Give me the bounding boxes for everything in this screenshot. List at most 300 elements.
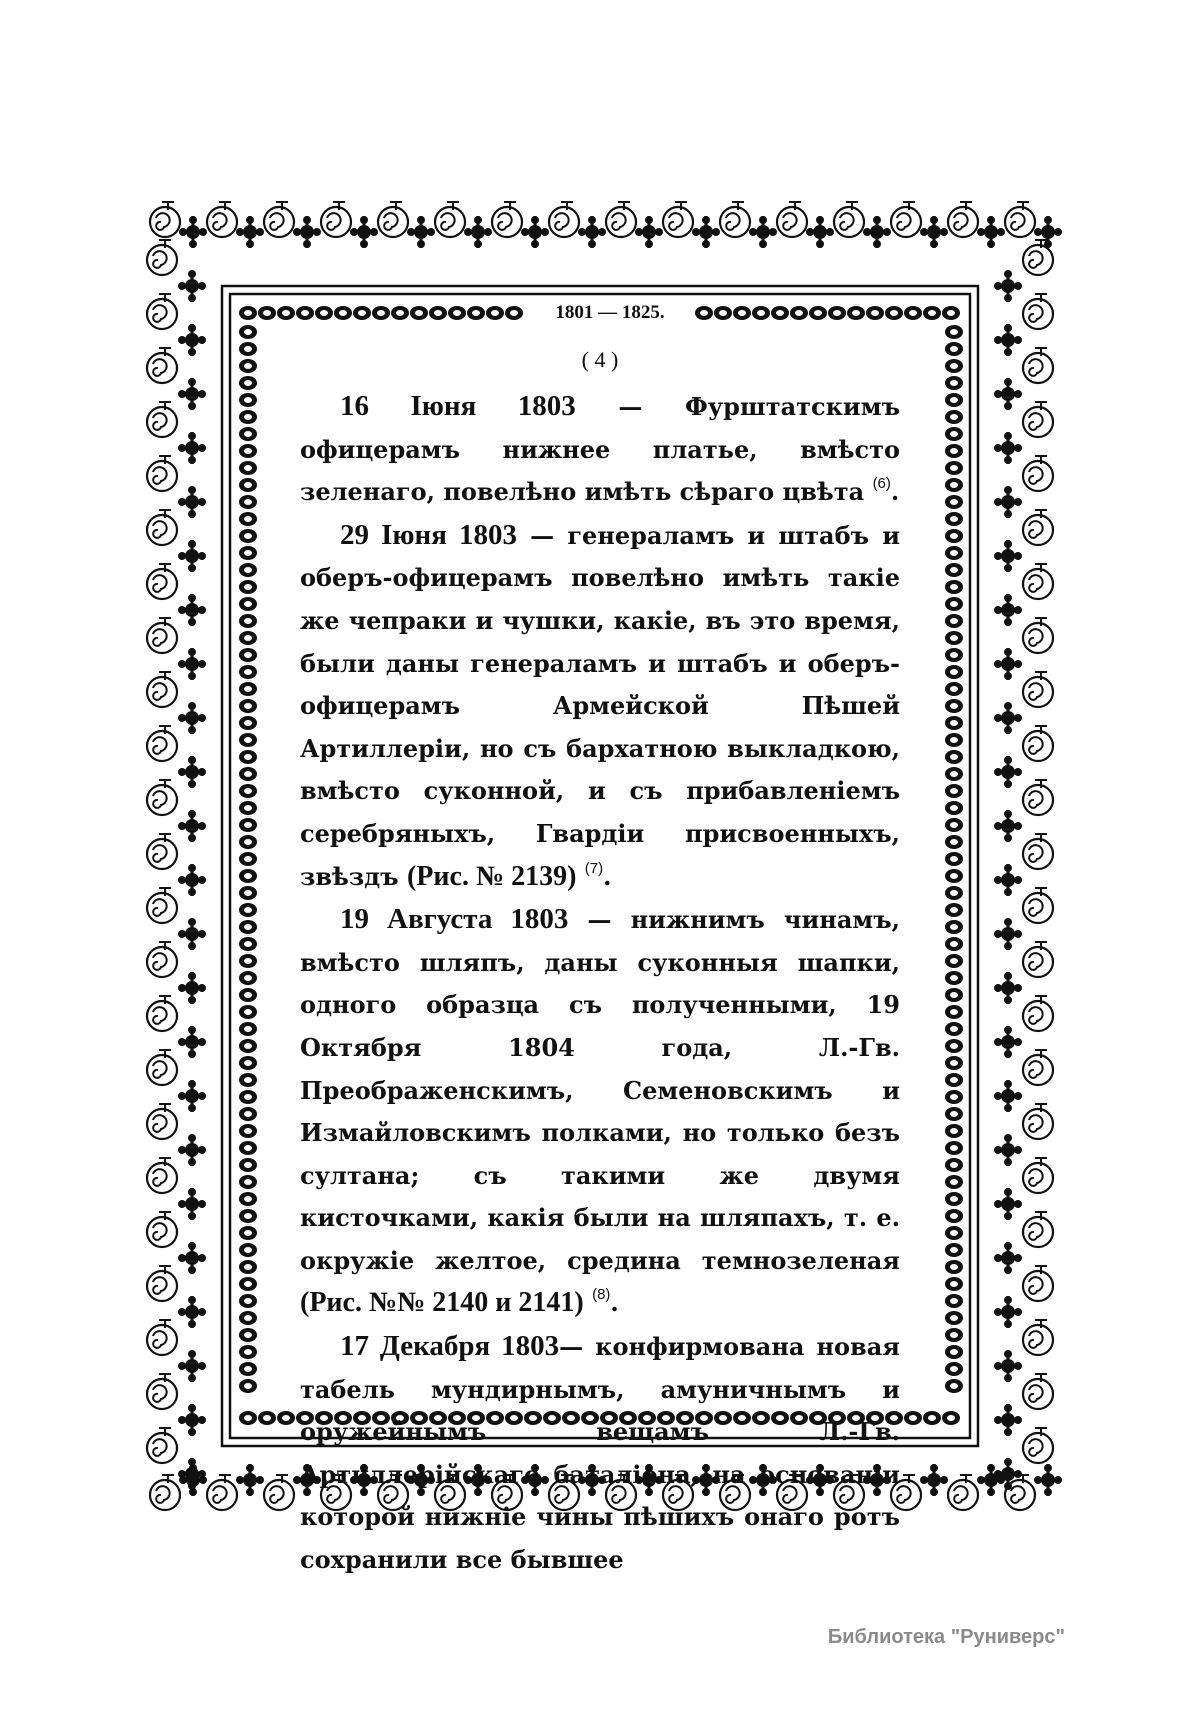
- bead-chain: [945, 852, 963, 866]
- ornament-cross: [521, 216, 549, 248]
- ornament-cross: [994, 1350, 1022, 1382]
- bead-chain: [239, 580, 257, 594]
- bead-chain: [945, 1022, 963, 1036]
- ornament-swirl: [147, 672, 177, 707]
- ornament-cross: [178, 540, 206, 572]
- bead-chain: [809, 306, 827, 320]
- ornament-cross: [920, 1464, 948, 1496]
- bead-chain: [945, 1107, 963, 1121]
- ornament-swirl: [948, 1475, 978, 1510]
- bead-chain: [695, 306, 713, 320]
- ornament-swirl: [147, 1266, 177, 1301]
- ornament-swirl: [663, 202, 693, 237]
- ornament-swirl: [264, 202, 294, 237]
- ornament-cross: [178, 1188, 206, 1220]
- bead-chain: [945, 1311, 963, 1325]
- bead-chain: [239, 1294, 257, 1308]
- bead-chain: [239, 665, 257, 679]
- ornament-cross: [994, 648, 1022, 680]
- bead-chain: [315, 306, 333, 320]
- ornament-cross: [920, 216, 948, 248]
- ornament-cross: [407, 216, 435, 248]
- bead-chain: [790, 306, 808, 320]
- paragraph-3: [300, 898, 900, 1325]
- bead-chain: [945, 1260, 963, 1274]
- bead-chain: [945, 478, 963, 492]
- ornament-swirl: [147, 726, 177, 761]
- bead-chain: [239, 563, 257, 577]
- ornament-cross: [994, 1134, 1022, 1166]
- ornament-cross: [236, 216, 264, 248]
- bead-chain: [239, 852, 257, 866]
- bead-chain: [410, 306, 428, 320]
- bead-chain: [239, 903, 257, 917]
- ornament-swirl: [147, 564, 177, 599]
- bead-chain: [945, 1345, 963, 1359]
- bead-chain: [714, 306, 732, 320]
- ornament-cross: [178, 270, 206, 302]
- paragraph-4: [300, 1325, 900, 1582]
- bead-chain: [945, 512, 963, 526]
- ornament-cross: [994, 1404, 1022, 1436]
- bead-chain: [945, 1056, 963, 1070]
- bead-chain: [239, 461, 257, 475]
- ornament-cross: [994, 324, 1022, 356]
- ornament-swirl: [606, 202, 636, 237]
- ornament-swirl: [435, 202, 465, 237]
- bead-chain: [945, 563, 963, 577]
- bead-chain: [945, 359, 963, 373]
- ornament-cross: [994, 378, 1022, 410]
- bead-chain: [945, 869, 963, 883]
- bead-chain: [945, 1005, 963, 1019]
- ornament-swirl: [147, 1320, 177, 1355]
- ornament-swirl: [147, 1212, 177, 1247]
- ornament-cross: [635, 216, 663, 248]
- figure-reference: (Рис. № 2139): [406, 860, 577, 892]
- paragraph-1: [300, 385, 900, 514]
- bead-chain: [945, 1243, 963, 1257]
- ornament-swirl: [777, 202, 807, 237]
- bead-chain: [239, 835, 257, 849]
- header-dates: 1801 — 1825.: [530, 299, 690, 327]
- paragraph-text: — генераламъ и штабъ и оберъ-офицерамъ повелѣно имѣть такіе же чепраки и чушки, какіе, въ это время, были даны генераламъ и штабъ и оберъ-офицерамъ Армейской Пѣшей Артиллеріи, но съ бархатною выкладкою, вмѣсто суконной, и съ прибавленіемъ серебряныхъ, Гвардіи присвоенныхъ, звѣздъ: [300, 520, 900, 891]
- bead-chain: [239, 1345, 257, 1359]
- ornament-cross: [994, 270, 1022, 302]
- ornament-cross: [178, 1134, 206, 1166]
- bead-chain: [239, 818, 257, 832]
- bead-chain: [945, 920, 963, 934]
- ornament-cross: [178, 432, 206, 464]
- bead-chain: [945, 1379, 963, 1393]
- bead-chain: [258, 306, 276, 320]
- bead-chain: [239, 1362, 257, 1376]
- ornament-cross: [1034, 1464, 1062, 1496]
- ornament-swirl: [207, 202, 237, 237]
- ornament-swirl: [147, 834, 177, 869]
- bead-chain: [239, 801, 257, 815]
- bead-chain: [945, 1124, 963, 1138]
- ornament-cross: [178, 756, 206, 788]
- bead-chain: [945, 835, 963, 849]
- ornament-swirl: [1023, 1104, 1053, 1139]
- bead-chain: [239, 971, 257, 985]
- bead-chain: [945, 903, 963, 917]
- ornament-cross: [692, 216, 720, 248]
- bead-chain: [258, 1411, 276, 1425]
- ornament-swirl: [147, 780, 177, 815]
- bead-chain: [448, 306, 466, 320]
- ornament-swirl: [1023, 996, 1053, 1031]
- bead-chain: [239, 1192, 257, 1206]
- paragraph-date: 29 Іюня 1803: [340, 518, 517, 551]
- bead-chain: [239, 1090, 257, 1104]
- ornament-swirl: [891, 202, 921, 237]
- bead-chain: [945, 1362, 963, 1376]
- bead-chain: [239, 631, 257, 645]
- bead-chain: [239, 1311, 257, 1325]
- bead-chain: [277, 1411, 295, 1425]
- paragraph-text: — нижнимъ чинамъ, вмѣсто шляпъ, даны суконныя шапки, одного образца съ полученными, 19 Октября 1804 года, Л.-Гв. Преображенскимъ, Семеновскимъ и Измайловскимъ полками, но только безъ султана; съ такими же двумя кисточками, какія были на шляпахъ, т. е. окружіе желтое, средина темнозеленая: [300, 905, 900, 1275]
- bead-chain: [923, 1411, 941, 1425]
- ornament-cross: [863, 216, 891, 248]
- ornament-cross: [1034, 216, 1062, 248]
- bead-chain: [945, 750, 963, 764]
- ornament-swirl: [147, 996, 177, 1031]
- bead-chain: [239, 1260, 257, 1274]
- bead-chain: [945, 1073, 963, 1087]
- bead-chain: [239, 988, 257, 1002]
- ornament-swirl: [207, 1475, 237, 1510]
- ornament-cross: [178, 1350, 206, 1382]
- bead-chain: [904, 1411, 922, 1425]
- bead-chain: [752, 306, 770, 320]
- bead-chain: [296, 306, 314, 320]
- bead-chain: [239, 478, 257, 492]
- ornament-swirl: [1023, 510, 1053, 545]
- bead-chain: [904, 306, 922, 320]
- ornament-cross: [178, 1242, 206, 1274]
- paragraph-end: .: [890, 477, 900, 507]
- ornament-cross: [994, 1242, 1022, 1274]
- page-number: ( 4 ): [581, 347, 619, 372]
- ornament-cross: [350, 216, 378, 248]
- bead-chain: [239, 648, 257, 662]
- paragraph-date: 19 Августа 1803: [340, 903, 569, 936]
- ornament-cross: [994, 972, 1022, 1004]
- ornament-cross: [178, 972, 206, 1004]
- bead-chain: [239, 376, 257, 390]
- bead-chain: [239, 495, 257, 509]
- bead-chain: [239, 306, 257, 320]
- bead-chain: [391, 306, 409, 320]
- bead-chain: [239, 886, 257, 900]
- ornament-cross: [178, 1404, 206, 1436]
- bead-chain: [239, 1107, 257, 1121]
- ornament-swirl: [948, 202, 978, 237]
- ornament-swirl: [378, 202, 408, 237]
- bead-chain: [828, 306, 846, 320]
- bead-chain: [945, 461, 963, 475]
- ornament-cross: [293, 216, 321, 248]
- bead-chain: [945, 1141, 963, 1155]
- bead-chain: [239, 597, 257, 611]
- bead-chain: [239, 767, 257, 781]
- bead-chain: [945, 784, 963, 798]
- library-watermark: Библиотека "Руниверс": [827, 1626, 1065, 1648]
- bead-chain: [945, 716, 963, 730]
- ornament-cross: [178, 810, 206, 842]
- bead-chain: [945, 495, 963, 509]
- ornament-swirl: [147, 1374, 177, 1409]
- ornament-swirl: [147, 1158, 177, 1193]
- bead-chain: [239, 1022, 257, 1036]
- bead-chain: [945, 699, 963, 713]
- bead-chain: [945, 1226, 963, 1240]
- bead-chain: [353, 306, 371, 320]
- ornament-cross: [994, 702, 1022, 734]
- bead-chain: [945, 1175, 963, 1189]
- ornament-swirl: [549, 202, 579, 237]
- ornament-cross: [178, 864, 206, 896]
- ornament-cross: [749, 216, 777, 248]
- ornament-cross: [994, 1188, 1022, 1220]
- bead-chain: [239, 359, 257, 373]
- bead-chain: [847, 306, 865, 320]
- ornament-swirl: [1023, 402, 1053, 437]
- ornament-cross: [179, 216, 207, 248]
- ornament-swirl: [1023, 780, 1053, 815]
- ornament-swirl: [1023, 834, 1053, 869]
- bead-chain: [239, 1056, 257, 1070]
- ornament-cross: [178, 486, 206, 518]
- bead-chain: [945, 971, 963, 985]
- bead-chain: [239, 682, 257, 696]
- bead-chain: [945, 767, 963, 781]
- ornament-swirl: [1023, 888, 1053, 923]
- paragraph-text: — Фурштатскимъ офицерамъ нижнее платье, вмѣсто зеленаго, повелѣно имѣть сѣраго цвѣта: [300, 392, 900, 507]
- ornament-swirl: [1023, 294, 1053, 329]
- bead-chain: [467, 306, 485, 320]
- bead-chain: [239, 614, 257, 628]
- bead-chain: [239, 1141, 257, 1155]
- ornament-swirl: [147, 888, 177, 923]
- ornament-swirl: [147, 510, 177, 545]
- ornament-swirl: [1023, 1158, 1053, 1193]
- bead-chain: [277, 306, 295, 320]
- ornament-swirl: [1023, 672, 1053, 707]
- bead-chain: [239, 1328, 257, 1342]
- ornament-cross: [578, 216, 606, 248]
- ornament-swirl: [1023, 1212, 1053, 1247]
- bead-chain: [945, 614, 963, 628]
- ornament-cross: [977, 216, 1005, 248]
- bead-chain: [239, 954, 257, 968]
- bead-chain: [239, 750, 257, 764]
- ornament-swirl: [1023, 1374, 1053, 1409]
- ornament-cross: [178, 1296, 206, 1328]
- bead-chain: [239, 410, 257, 424]
- ornament-cross: [178, 1458, 206, 1490]
- bead-chain: [945, 631, 963, 645]
- bead-chain: [733, 306, 751, 320]
- bead-chain: [239, 1243, 257, 1257]
- ornament-cross: [994, 1080, 1022, 1112]
- ornament-cross: [178, 378, 206, 410]
- ornament-swirl: [150, 1475, 180, 1510]
- bead-chain: [945, 546, 963, 560]
- ornament-swirl: [147, 456, 177, 491]
- ornament-cross: [178, 1026, 206, 1058]
- ornament-swirl: [147, 402, 177, 437]
- ornament-cross: [994, 1026, 1022, 1058]
- ornament-swirl: [147, 294, 177, 329]
- bead-chain: [505, 306, 523, 320]
- bead-chain: [945, 529, 963, 543]
- ornament-cross: [994, 594, 1022, 626]
- ornament-cross: [994, 432, 1022, 464]
- bead-chain: [945, 427, 963, 441]
- bead-chain: [945, 648, 963, 662]
- bead-chain: [945, 1192, 963, 1206]
- ornament-cross: [178, 918, 206, 950]
- ornament-swirl: [1023, 348, 1053, 383]
- bead-chain: [239, 1175, 257, 1189]
- ornament-swirl: [1023, 1050, 1053, 1085]
- ornament-cross: [178, 702, 206, 734]
- ornament-swirl: [720, 202, 750, 237]
- bead-chain: [945, 444, 963, 458]
- ornament-swirl: [1023, 564, 1053, 599]
- bead-chain: [239, 1039, 257, 1053]
- ornament-swirl: [147, 1428, 177, 1463]
- ornament-cross: [994, 864, 1022, 896]
- bead-chain: [945, 342, 963, 356]
- bead-chain: [945, 886, 963, 900]
- bead-chain: [885, 306, 903, 320]
- ornament-swirl: [147, 1050, 177, 1085]
- bead-chain: [429, 306, 447, 320]
- bead-chain: [945, 393, 963, 407]
- bead-chain: [945, 1158, 963, 1172]
- bead-chain: [945, 1039, 963, 1053]
- footnote-marker: (8): [592, 1286, 611, 1304]
- bead-chain: [945, 1277, 963, 1291]
- bead-chain: [239, 937, 257, 951]
- ornament-cross: [977, 1464, 1005, 1496]
- ornament-cross: [994, 756, 1022, 788]
- bead-chain: [239, 1226, 257, 1240]
- ornament-swirl: [264, 1475, 294, 1510]
- bead-chain: [239, 342, 257, 356]
- ornament-swirl: [1023, 726, 1053, 761]
- bead-chain: [945, 580, 963, 594]
- bead-chain: [239, 1124, 257, 1138]
- bead-chain: [945, 665, 963, 679]
- bead-chain: [945, 937, 963, 951]
- bead-chain: [945, 597, 963, 611]
- paragraph-end: .: [603, 861, 612, 891]
- footnote-marker: (6): [872, 475, 891, 493]
- paragraph-text: — конфирмована новая табель мундирнымъ, амуничнымъ и оружейнымъ вещамъ Л.-Гв. Артиллерійскаго баталіона, на основаніи которой нижніе чины пѣшихъ онаго ротъ сохранили все бывшее: [300, 1332, 900, 1575]
- ornament-swirl: [1023, 1320, 1053, 1355]
- bead-chain: [239, 699, 257, 713]
- bead-chain: [239, 733, 257, 747]
- bead-chain: [945, 1090, 963, 1104]
- ornament-cross: [806, 216, 834, 248]
- footnote-marker: (7): [584, 859, 604, 877]
- ornament-swirl: [1023, 456, 1053, 491]
- paragraph-date: 17 Декабря 1803: [340, 1330, 560, 1363]
- ornament-swirl: [1023, 942, 1053, 977]
- ornament-swirl: [147, 1104, 177, 1139]
- ornament-swirl: [834, 202, 864, 237]
- ornament-swirl: [147, 942, 177, 977]
- bead-chain: [239, 716, 257, 730]
- ornament-swirl: [147, 240, 177, 275]
- bead-chain: [771, 306, 789, 320]
- bead-chain: [239, 1073, 257, 1087]
- bead-chain: [945, 682, 963, 696]
- bead-chain: [239, 1005, 257, 1019]
- bead-chain: [239, 784, 257, 798]
- bead-chain: [945, 818, 963, 832]
- bead-chain: [945, 376, 963, 390]
- ornament-swirl: [1023, 1428, 1053, 1463]
- ornament-cross: [236, 1464, 264, 1496]
- bead-chain: [239, 444, 257, 458]
- ornament-cross: [994, 1296, 1022, 1328]
- bead-chain: [239, 1411, 257, 1425]
- ornament-cross: [178, 1080, 206, 1112]
- ornament-swirl: [321, 202, 351, 237]
- paragraph-2: [300, 514, 900, 898]
- ornament-cross: [178, 594, 206, 626]
- bead-chain: [945, 325, 963, 339]
- bead-chain: [945, 1294, 963, 1308]
- bead-chain: [334, 306, 352, 320]
- bead-chain: [945, 733, 963, 747]
- bead-chain: [945, 1328, 963, 1342]
- figure-reference: (Рис. №№ 2140 и 2141): [300, 1287, 584, 1319]
- bead-chain: [923, 306, 941, 320]
- ornament-cross: [178, 648, 206, 680]
- bead-chain: [239, 1209, 257, 1223]
- ornament-swirl: [1023, 1266, 1053, 1301]
- paragraph-date: 16 Іюня 1803: [340, 390, 576, 422]
- ornament-cross: [994, 918, 1022, 950]
- ornament-cross: [994, 486, 1022, 518]
- bead-chain: [942, 1411, 960, 1425]
- ornament-cross: [994, 810, 1022, 842]
- bead-chain: [945, 801, 963, 815]
- bead-chain: [942, 306, 960, 320]
- ornament-swirl: [1005, 202, 1035, 237]
- bead-chain: [239, 1277, 257, 1291]
- ornament-swirl: [150, 202, 180, 237]
- bead-chain: [239, 512, 257, 526]
- bead-chain: [239, 529, 257, 543]
- bead-chain: [866, 306, 884, 320]
- bead-chain: [945, 988, 963, 1002]
- ornament-cross: [464, 216, 492, 248]
- paragraph-end: .: [610, 1288, 619, 1318]
- ornament-swirl: [147, 348, 177, 383]
- bead-chain: [945, 410, 963, 424]
- bead-chain: [239, 1158, 257, 1172]
- bead-chain: [239, 869, 257, 883]
- bead-chain: [239, 920, 257, 934]
